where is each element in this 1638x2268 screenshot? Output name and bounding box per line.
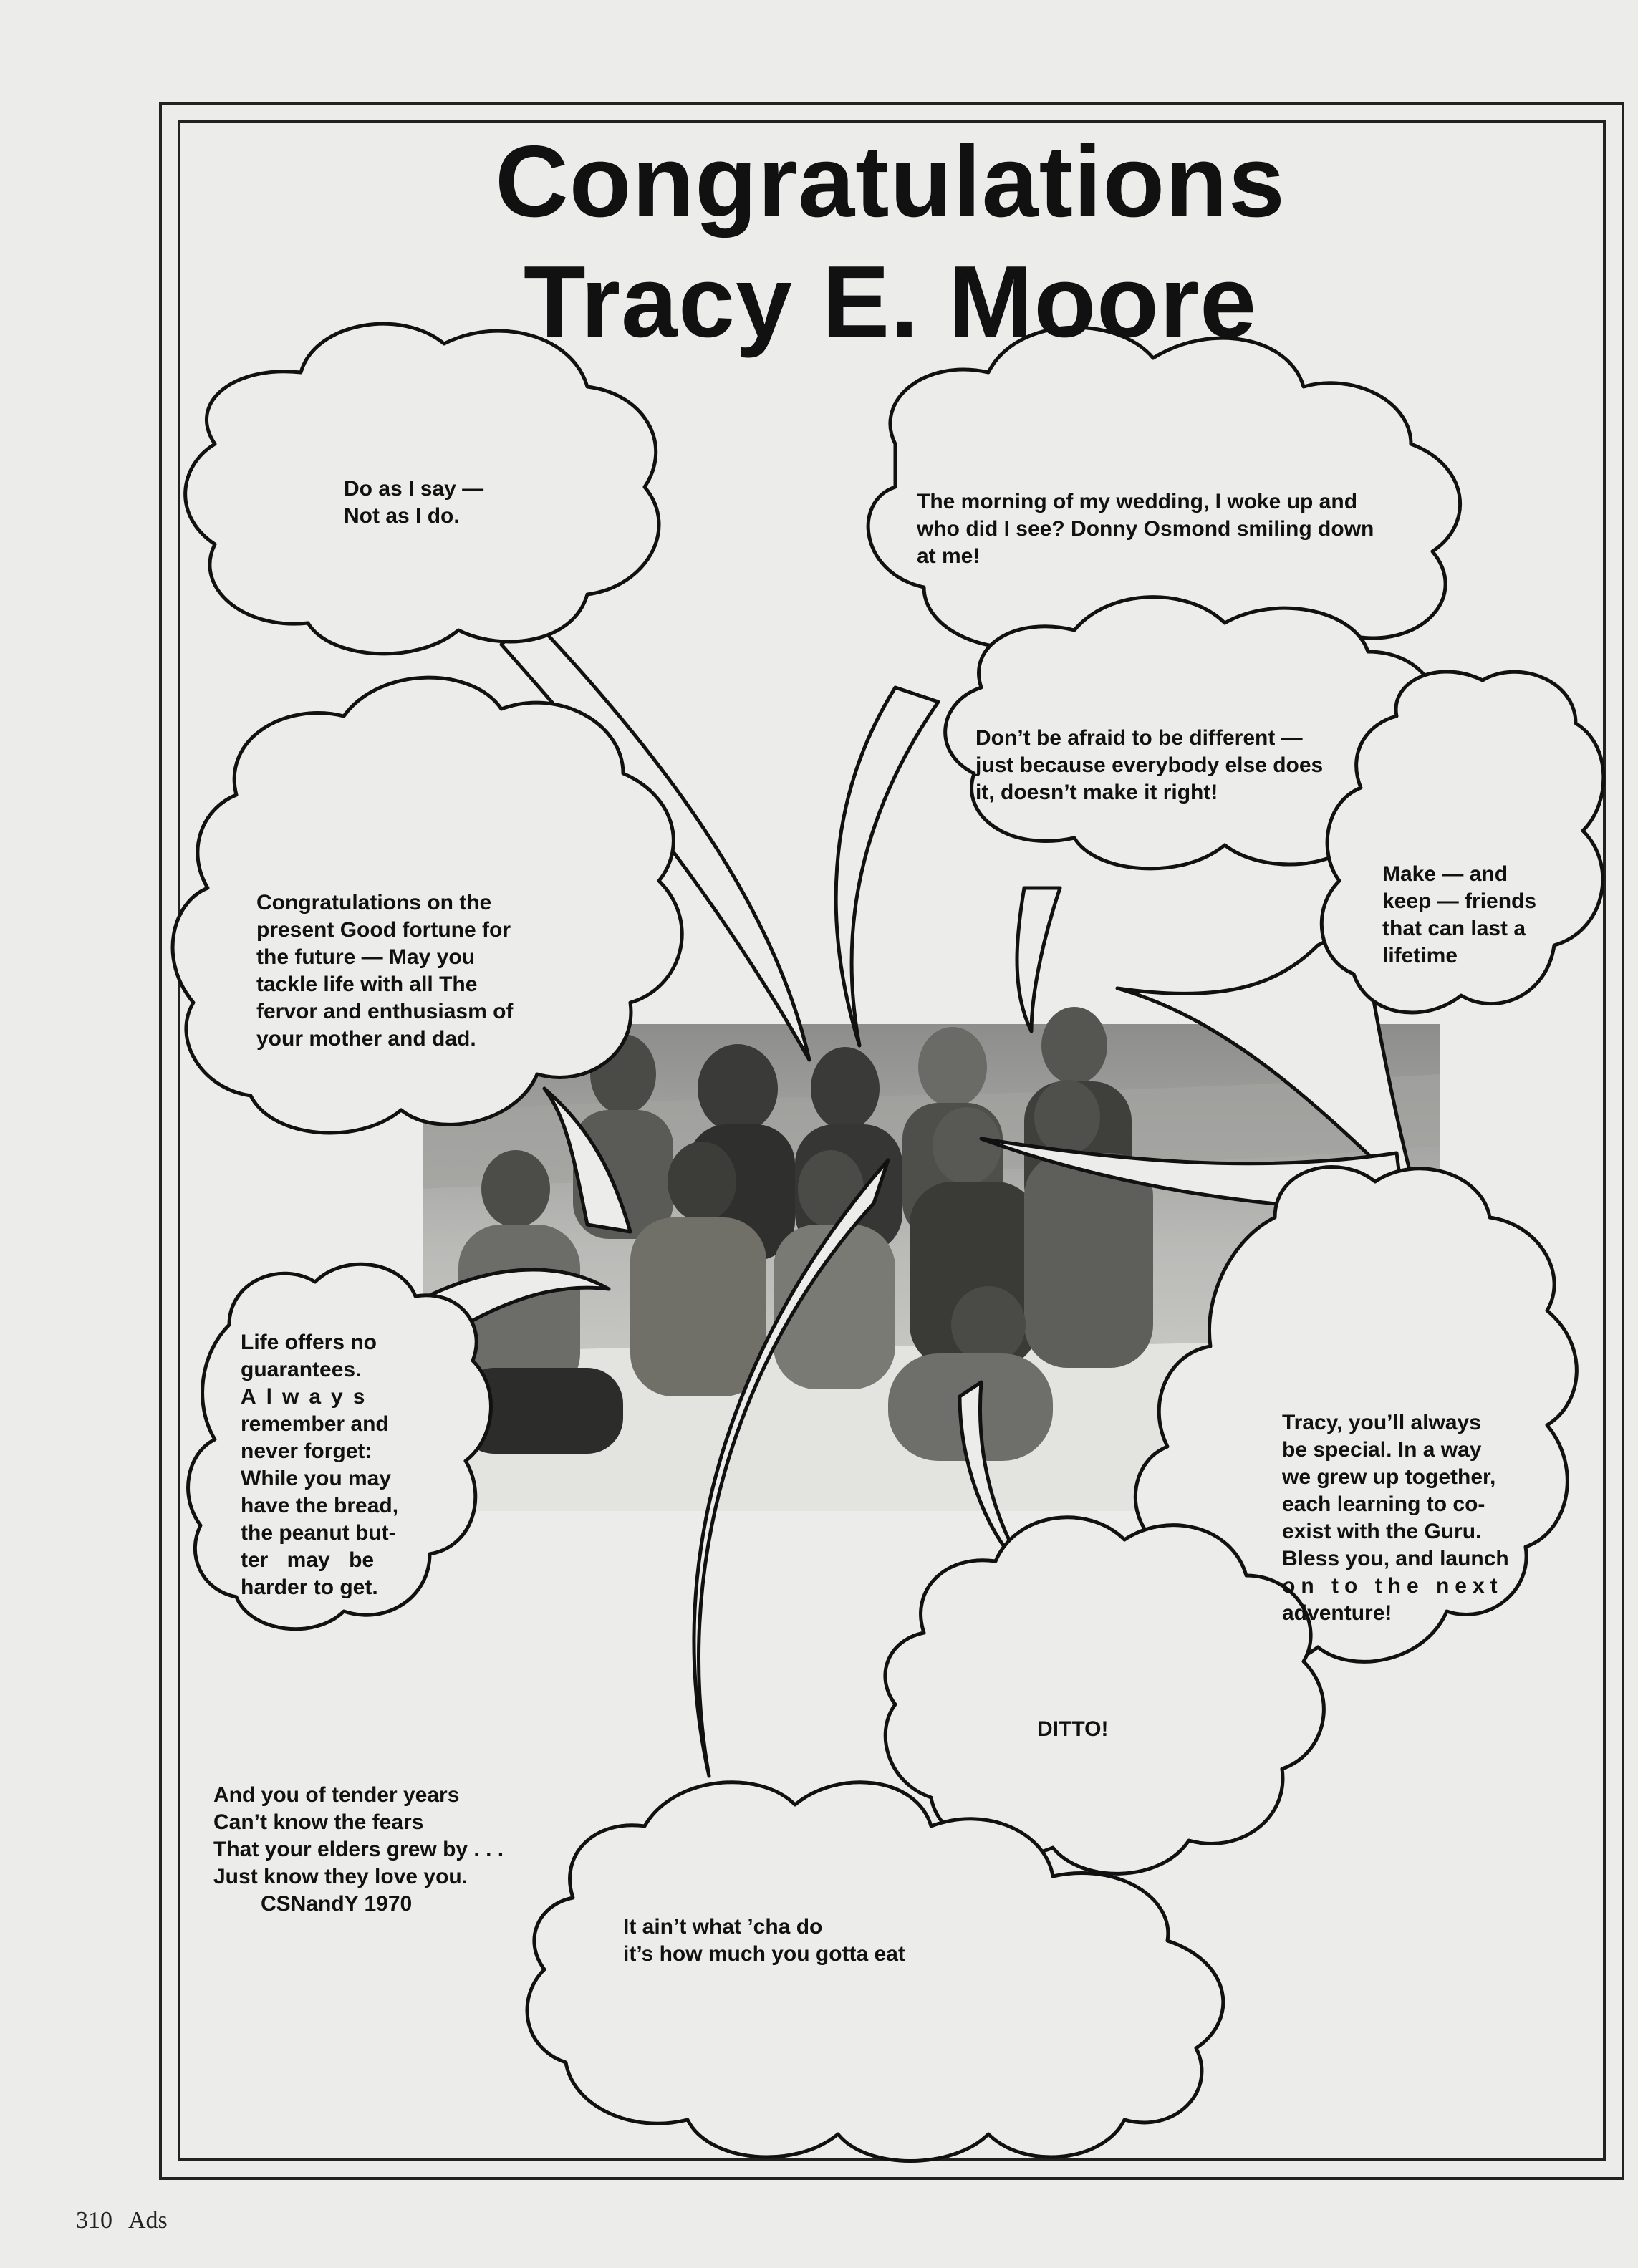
quote-line: that can last a [1382, 917, 1526, 940]
page-footer [76, 2207, 168, 2234]
quote-line: guarantees. [241, 1358, 362, 1381]
quote-different [975, 725, 1323, 806]
quote-line: have the bread, [241, 1494, 399, 1517]
quote-line: CSNandY 1970 [261, 1892, 413, 1916]
quote-line: The morning of my wedding, I woke up and [917, 490, 1358, 513]
title-line-1: Congratulations [495, 125, 1286, 238]
quote-line: it, doesn’t make it right! [975, 781, 1218, 804]
quote-tender-years [213, 1782, 504, 1918]
quote-line: the peanut but- [241, 1521, 396, 1545]
quote-congratulations [256, 889, 513, 1053]
quote-line: it’s how much you gotta eat [623, 1942, 905, 1966]
quote-eat [623, 1914, 905, 1968]
quote-line: It ain’t what ’cha do [623, 1915, 823, 1939]
quote-line: While you may [241, 1467, 392, 1490]
page-number: 310 [76, 2207, 112, 2234]
quote-line: Just know they love you. [213, 1865, 468, 1888]
quote-line: your mother and dad. [256, 1027, 476, 1051]
quote-line: at me! [917, 544, 981, 568]
quote-line: DITTO! [1037, 1717, 1109, 1741]
quote-line: lifetime [1382, 944, 1458, 967]
quote-line: Tracy, you’ll always [1282, 1411, 1481, 1434]
quote-line: harder to get. [241, 1575, 378, 1599]
quote-do-as-i-say [344, 476, 483, 530]
quote-line: exist with the Guru. [1282, 1520, 1482, 1543]
quote-line: tackle life with all The [256, 973, 478, 996]
quote-line: That your elders grew by . . . [213, 1838, 504, 1861]
quote-line: be special. In a way [1282, 1438, 1482, 1462]
quote-line: keep — friends [1382, 889, 1537, 913]
quote-special [1282, 1409, 1509, 1627]
quote-line: Congratulations on the [256, 891, 492, 915]
section-name: Ads [128, 2207, 168, 2234]
quote-line: never forget: [241, 1439, 372, 1463]
quote-line: Always [241, 1385, 375, 1409]
quote-line: adventure! [1282, 1601, 1392, 1625]
quote-line: Life offers no [241, 1331, 377, 1354]
quote-line: fervor and enthusiasm of [256, 1000, 514, 1023]
quote-line: remember and [241, 1412, 389, 1436]
quote-friends [1382, 861, 1557, 970]
quote-ditto [1037, 1716, 1108, 1743]
quote-guarantees [241, 1329, 398, 1601]
quote-line: Do as I say — [344, 477, 484, 501]
quote-line: Not as I do. [344, 504, 460, 528]
quote-line: Can’t know the fears [213, 1810, 424, 1834]
title-line-2: Tracy E. Moore [523, 245, 1258, 359]
quote-line: present Good fortune for [256, 918, 511, 942]
quote-line: on to the next [1282, 1574, 1503, 1598]
quote-line: who did I see? Donny Osmond smiling down [917, 517, 1374, 541]
quote-line: each learning to co- [1282, 1492, 1485, 1516]
quote-line: Bless you, and launch [1282, 1547, 1509, 1570]
quote-line: just because everybody else does [975, 753, 1324, 777]
quote-line: Make — and [1382, 862, 1508, 886]
quote-line: we grew up together, [1282, 1465, 1496, 1489]
quote-line: ter may be [241, 1548, 375, 1572]
page-title [178, 122, 1603, 362]
quote-line: Don’t be afraid to be different — [975, 726, 1303, 750]
quote-wedding [917, 488, 1374, 570]
quote-line: And you of tender years [213, 1783, 460, 1807]
quote-line: the future — May you [256, 945, 476, 969]
